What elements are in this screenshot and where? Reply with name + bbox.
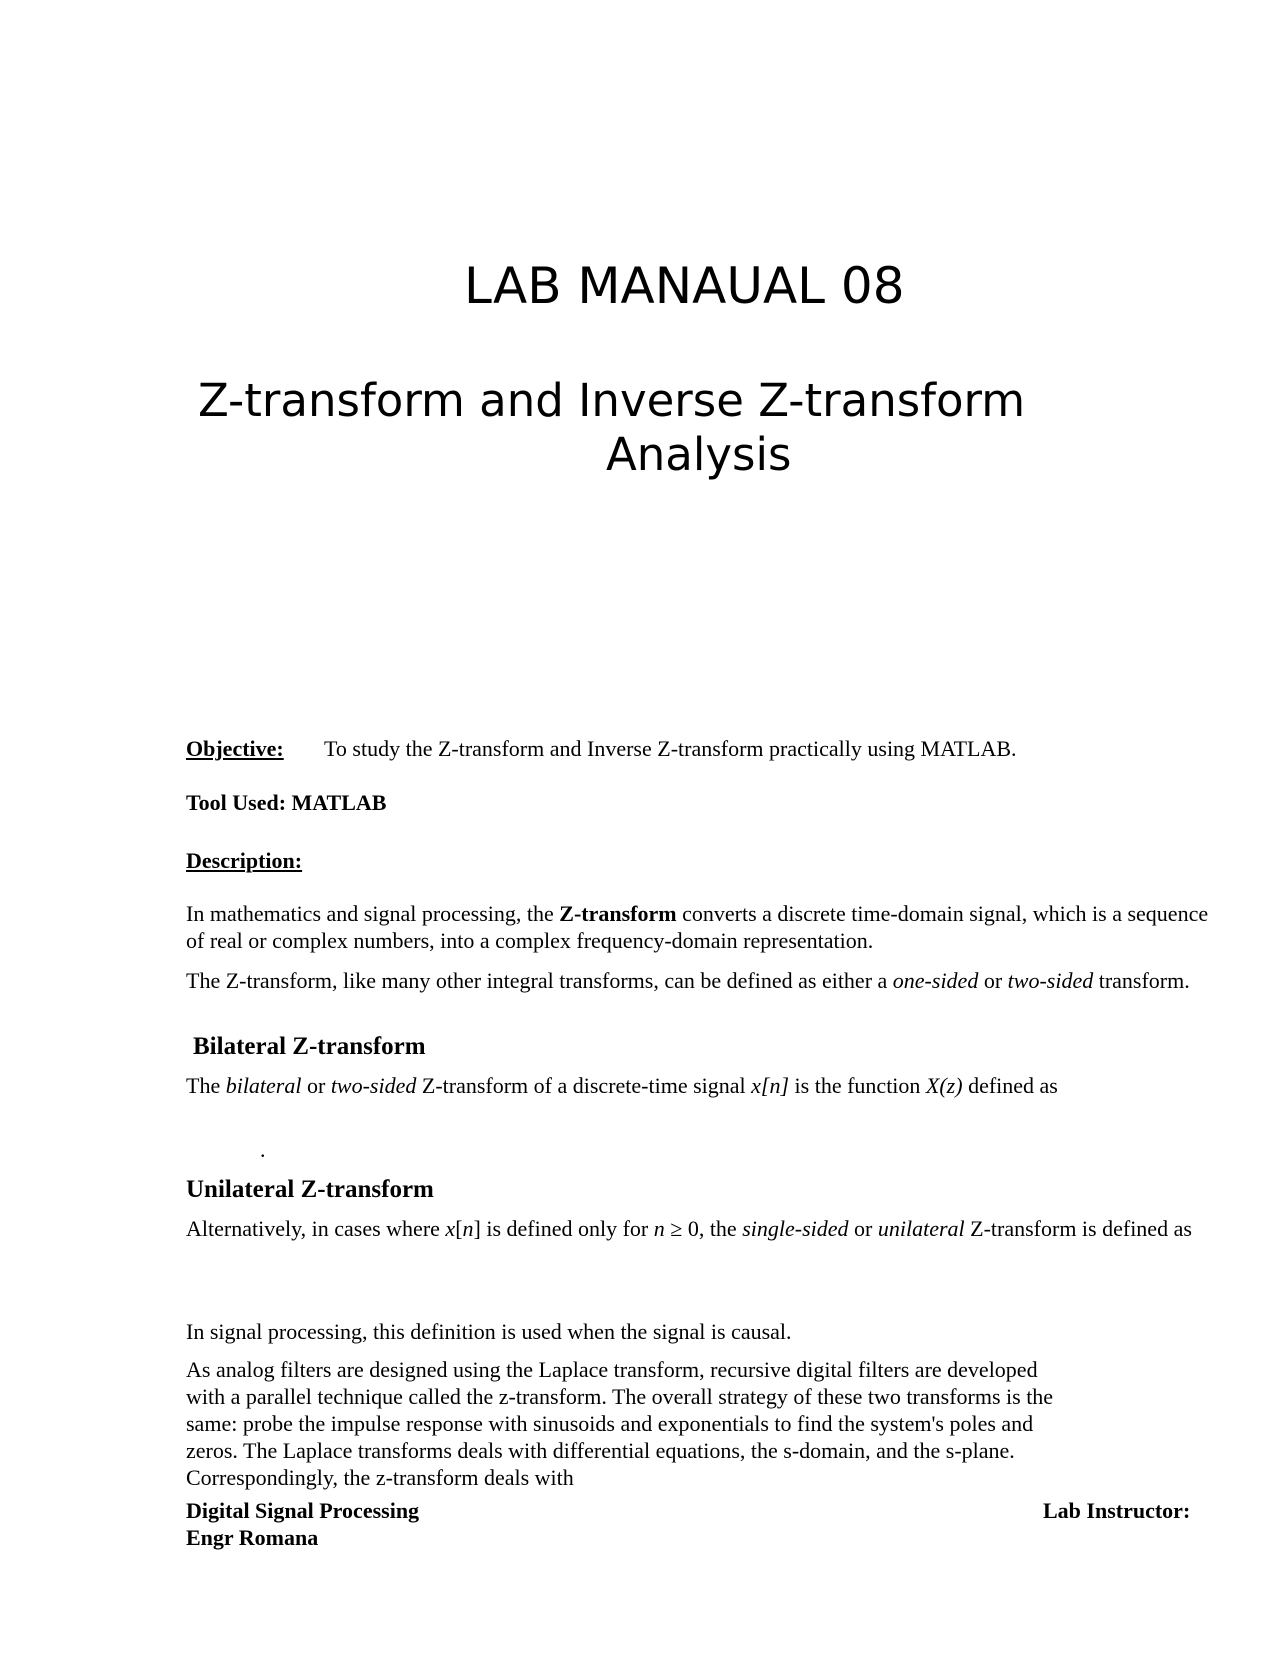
text-run: or xyxy=(978,968,1008,993)
footer-instructor-name: Engr Romana xyxy=(186,1525,319,1550)
footer-course: Digital Signal Processing xyxy=(186,1498,420,1523)
tool-used: Tool Used: MATLAB xyxy=(186,790,387,815)
italic-term: X(z) xyxy=(925,1073,963,1098)
description-label: Description: xyxy=(186,848,303,873)
text-run: ] is defined only for xyxy=(473,1216,654,1241)
footer-instructor-label: Lab Instructor: xyxy=(1043,1498,1191,1523)
bold-term: Z-transform xyxy=(559,901,677,926)
text-run: converts a discrete time-domain signal, which is a sequence of real or complex numbers, into a complex frequency-domain representation. xyxy=(186,901,1209,953)
text-run: Z-transform is defined as xyxy=(964,1216,1192,1241)
italic-term: one-sided xyxy=(892,968,979,993)
text-run: transform. xyxy=(1093,968,1190,993)
italic-term: n xyxy=(653,1216,665,1241)
description-paragraph-1 xyxy=(186,900,1212,954)
unilateral-paragraph xyxy=(186,1215,1212,1242)
italic-term: x[n] xyxy=(751,1073,790,1098)
laplace-paragraph: As analog filters are designed using the Laplace transform, recursive digital filters are developed with a parallel technique called the z-transform. The overall strategy of these two transforms is the same: probe the impulse response with sinusoids and exponentials to find the system's poles and zeros. The Laplace transforms deals with differential equations, the s-domain, and the s-plane. Correspondingly, the z-transform deals with xyxy=(186,1357,1054,1490)
text-run: The Z-transform, like many other integral transforms, can be defined as either a xyxy=(186,968,893,993)
description-paragraph-2 xyxy=(186,967,1212,994)
text-run: or xyxy=(848,1216,878,1241)
bilateral-heading: Bilateral Z-transform xyxy=(193,1033,426,1060)
subtitle-line-1: Z-transform and Inverse Z-transform xyxy=(198,374,1026,427)
subtitle-line-2: Analysis xyxy=(606,428,792,481)
text-run: The xyxy=(186,1073,226,1098)
text-run: is the function xyxy=(789,1073,926,1098)
italic-term: two-sided xyxy=(330,1073,417,1098)
text-run: defined as xyxy=(962,1073,1058,1098)
unilateral-heading: Unilateral Z-transform xyxy=(186,1176,434,1203)
page-title: LAB MANAUAL 08 xyxy=(464,257,905,315)
bilateral-paragraph xyxy=(186,1072,1212,1099)
italic-term: two-sided xyxy=(1007,968,1094,993)
italic-term: n xyxy=(462,1216,474,1241)
text-run: Alternatively, in cases where xyxy=(186,1216,446,1241)
equation-placeholder-dot: . xyxy=(260,1137,266,1162)
italic-term: unilateral xyxy=(877,1216,965,1241)
objective-label: Objective: xyxy=(186,736,284,761)
text-run: [ xyxy=(455,1216,463,1241)
causal-paragraph: In signal processing, this definition is used when the signal is causal. xyxy=(186,1319,792,1344)
italic-term: single-sided xyxy=(742,1216,849,1241)
text-run: In mathematics and signal processing, the xyxy=(186,901,560,926)
objective-text: To study the Z-transform and Inverse Z-transform practically using MATLAB. xyxy=(324,736,1017,761)
italic-term: x xyxy=(445,1216,456,1241)
italic-term: bilateral xyxy=(225,1073,302,1098)
text-run: or xyxy=(301,1073,331,1098)
text-run: ≥ 0, the xyxy=(664,1216,743,1241)
text-run: Z-transform of a discrete-time signal xyxy=(416,1073,752,1098)
